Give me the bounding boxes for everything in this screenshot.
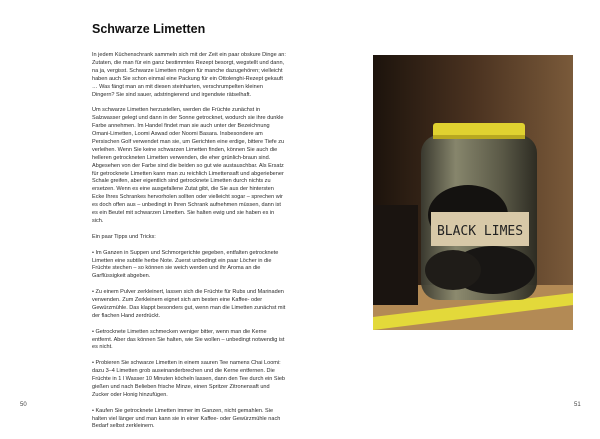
tip-item: • Im Ganzen in Suppen und Schmorgerichte gegeben, entfalten getrocknete Limetten eine subtile herbe Note. Zuerst unbedingt ein paar Löcher in die Früchte stechen – so können sie weich werden und ihr Aroma an die Garflüssigkeit abgeben. bbox=[92, 249, 279, 280]
tips-heading: Ein paar Tipps und Tricks: bbox=[92, 233, 156, 240]
body-text bbox=[92, 52, 286, 439]
tip-item: • Getrocknete Limetten schmecken weniger bitter, wenn man die Kerne entfernt. Aber das können Sie halten, wie Sie wollen – unbedingt notwendig ist es nicht. bbox=[92, 328, 285, 351]
black-limes-jar-image bbox=[373, 55, 573, 330]
tip-item: • Probieren Sie schwarze Limetten in einem sauren Tee namens Chai Loomi: dazu 3–4 Limetten grob auseinanderbrechen und die Kerne entfernen. Die Früchte in 1 l Wasser 10 Minuten köcheln lassen, dann den Tee durch ein Sieb gießen und nach Belieben frische Minze, einen Spritzer Zitronensaft und Zucker oder Honig hinzufügen. bbox=[92, 360, 286, 398]
paragraph-intro: In jedem Küchenschrank sammeln sich mit der Zeit ein paar obskure Dinge an: Zutaten, die man für ein ganz bestimmtes Rezept besorgt, wegstellt und dann, na ja, vergisst. Schwarze Limetten mögen für manche dazugehören; vielleicht haben auch Sie schon einmal eine Packung für ein Ottolenghi-Rezept gekauft … Was fängt man an mit diesen steinharten, verschrumpelten kleinen Dingern? Sie sind sauer, adstringierend und irgendwie rätselhaft. bbox=[92, 52, 286, 98]
tip-item: • Zu einem Pulver zerkleinert, lassen sich die Früchte für Rubs und Marinaden verwenden. Zum Zerkleinern eignet sich am besten eine Kaffee- oder Gewürzmühle. Das klappt besonders gut, wenn man die Limetten zunächst mit der flachen Hand zerdrückt. bbox=[92, 289, 286, 319]
paragraph-production: Um schwarze Limetten herzustellen, werden die Früchte zunächst in Salzwasser gelegt und dann in der Sonne getrocknet, wodurch sie ihre dunkle Farbe annehmen. Im Handel findet man sie auch unter der Bezeichnung Omani-Limetten, Loomi Aswad oder Noomi Basara. Insbesondere am Persischen Golf verwendet man sie, um Gerichten eine erdige, bittere Tiefe zu verleihen. Wenn Sie keine schwarzen Limetten finden, können Sie auch die helleren getrockneten Limetten verwenden, die eher grünlich-braun sind. Abgesehen von der Farbe sind die beiden so gut wie austauschbar. Als Ersatz für getrocknete Limetten kann man zu reichlich Limettensaft und abgeriebener Schale greifen, aber eigentlich sind getrocknete Limetten durch nichts zu ersetzen. Wenn es eine ausgefallene Zutat gibt, die Sie aus der hintersten Ecke Ihres Schrankes hervorholen sollten oder vielleicht sogar – sprechen wir es doch offen aus – unbedingt in Ihren Schrank aufnehmen müssen, dann ist es ein Beutel mit schwarzen Limetten. Sie halten ewig und sie haben es in sich. bbox=[92, 107, 285, 225]
page-number-left: 50 bbox=[20, 402, 27, 408]
jar-photo bbox=[373, 55, 573, 330]
page-number-right: 51 bbox=[574, 402, 581, 408]
page-title: Schwarze Limetten bbox=[92, 22, 206, 36]
jar-label-text: BLACK LIMES bbox=[436, 224, 524, 239]
tip-item: • Kaufen Sie getrocknete Limetten immer im Ganzen, nicht gemahlen. Sie halten viel länger und man kann sie in einer Kaffee- oder Gewürzmühle nach Bedarf selbst zerkleinern. bbox=[92, 407, 281, 430]
